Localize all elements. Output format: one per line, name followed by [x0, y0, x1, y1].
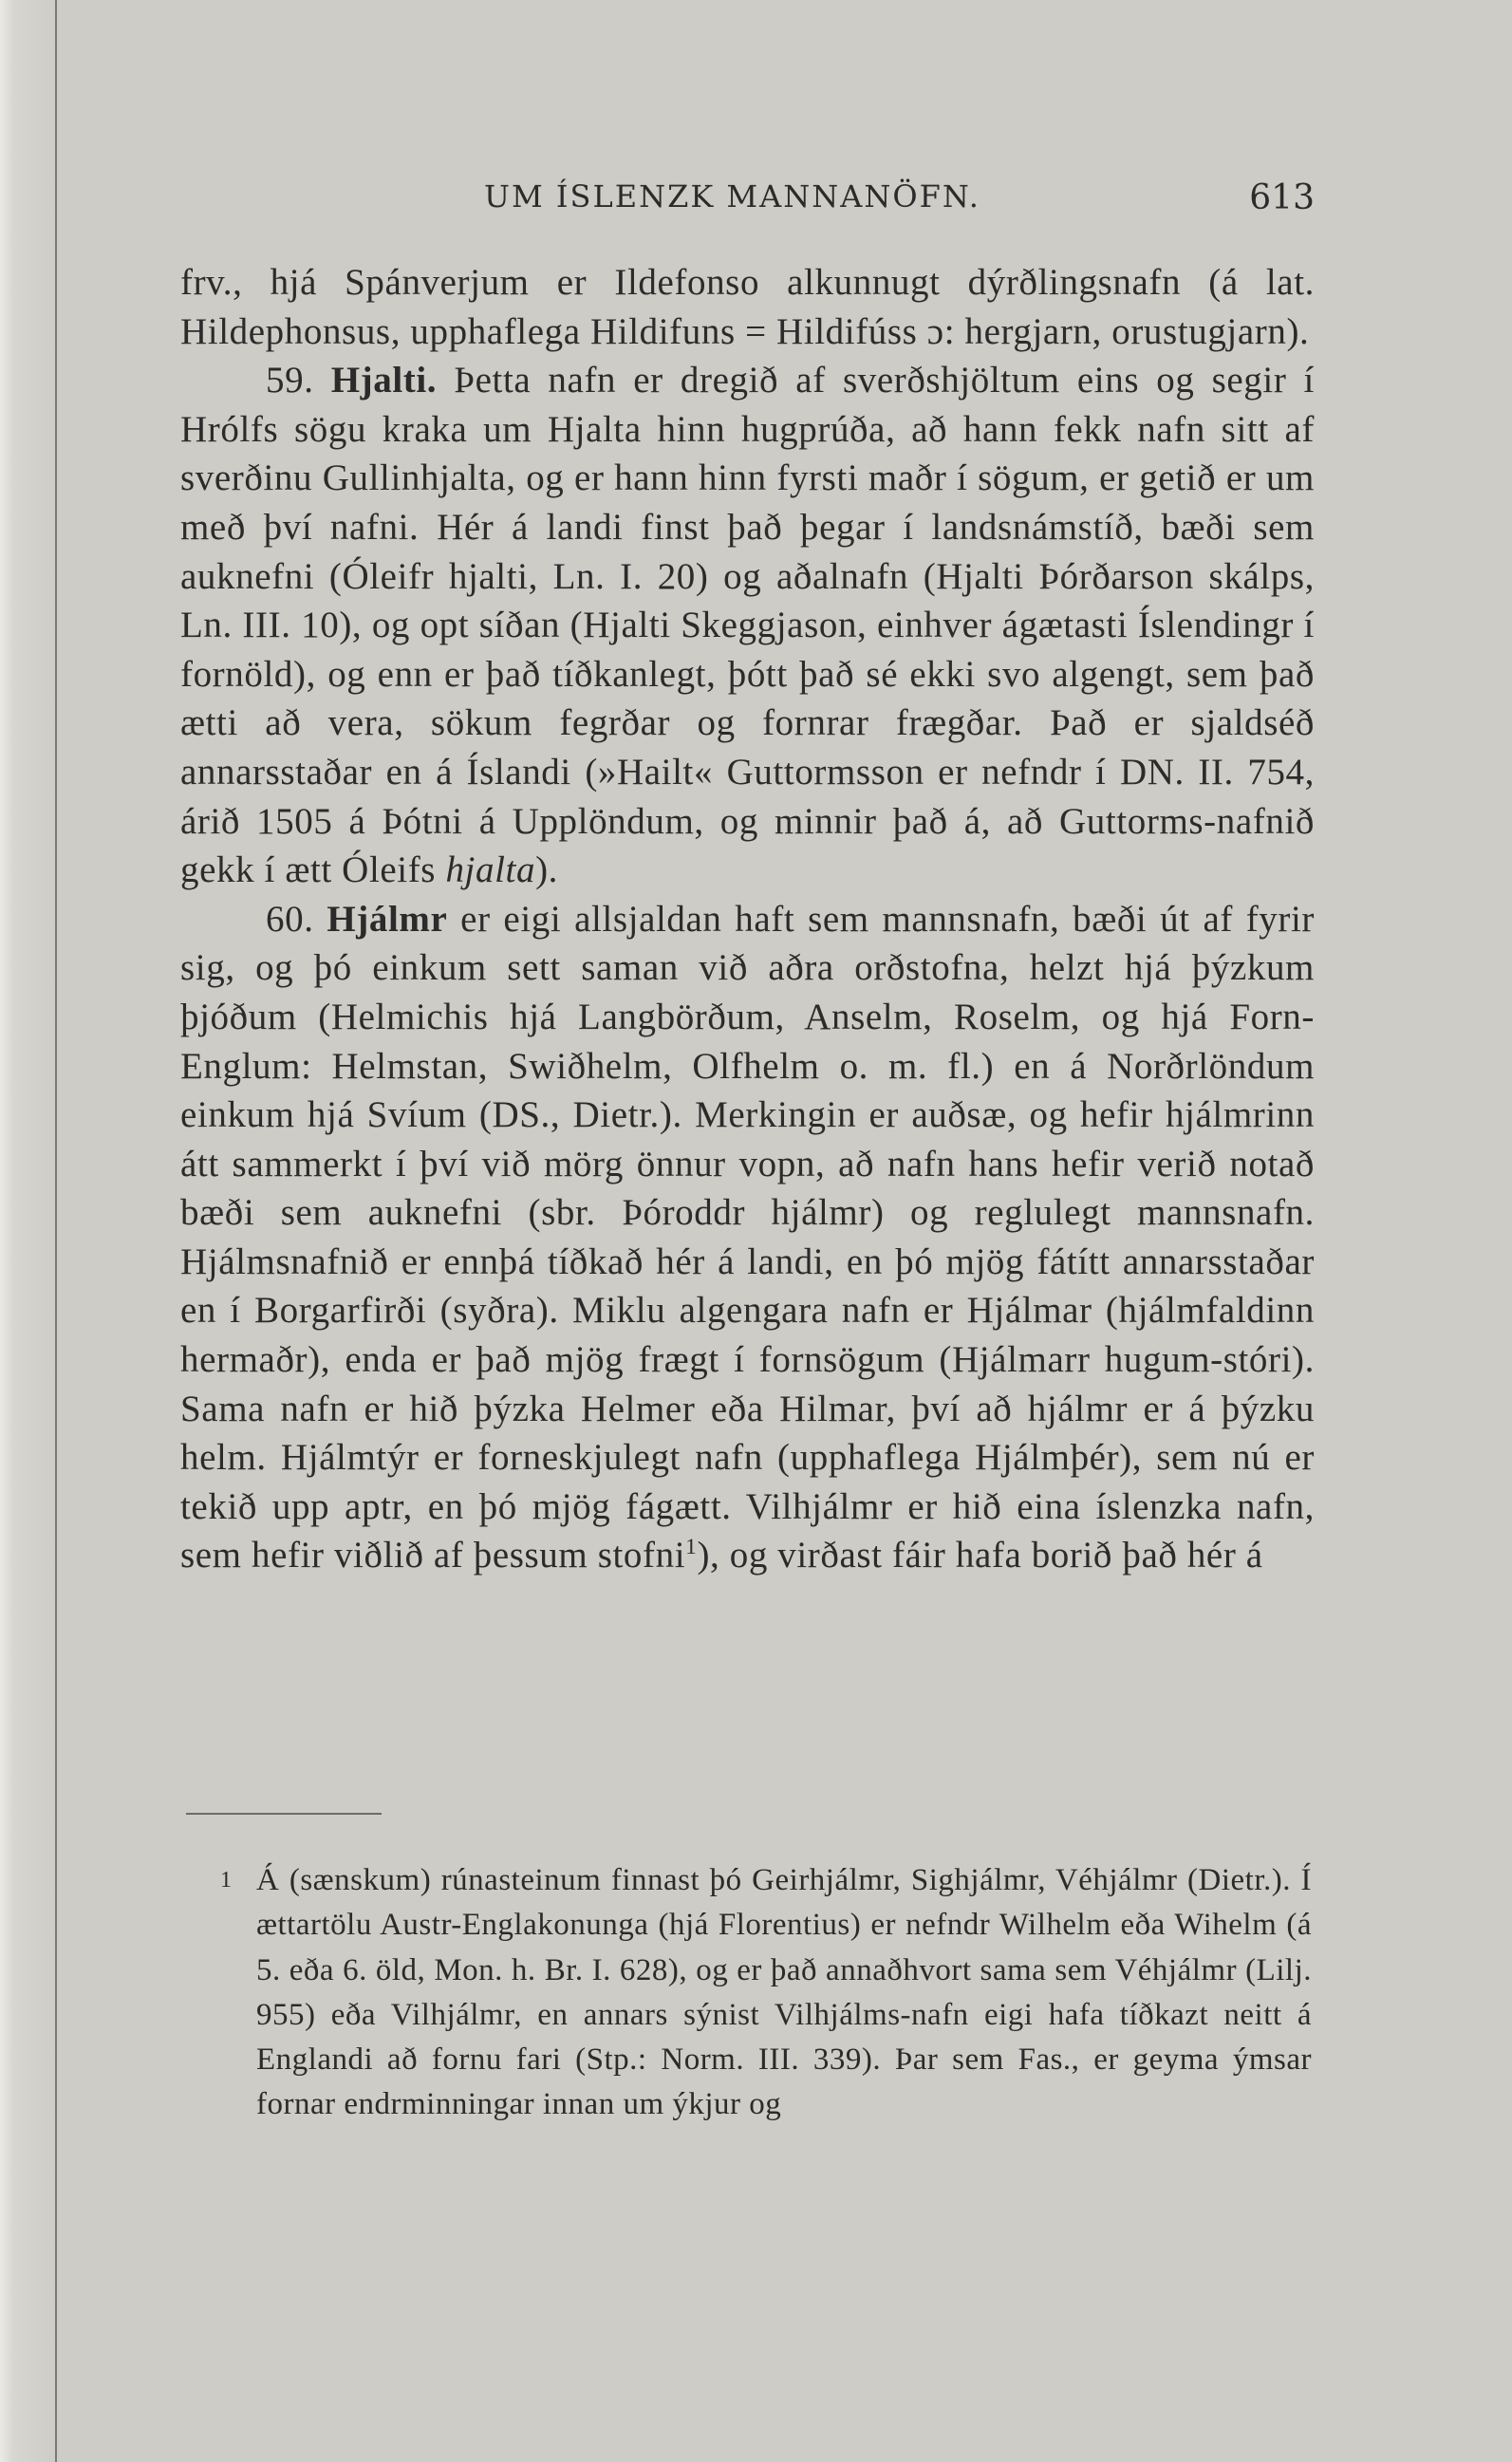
- entry-heading-hjalti: Hjalti.: [330, 360, 438, 401]
- page-binding-edge: [0, 0, 57, 2462]
- paragraph-hjalti-end: ).: [535, 849, 558, 891]
- footnote-divider: [186, 1813, 382, 1815]
- page-binding-line: [55, 0, 57, 2462]
- paragraph-ildefonso: [180, 258, 1315, 356]
- paragraph-hjalmr-text: er eigi allsjaldan haft sem mannsnafn, bæði út af fyrir sig, og þó einkum sett saman við aðra orðstofna, helzt hjá þýzkum þjóðum (Helmichis hjá Langbörðum, Anselm, Roselm, og hjá Forn-Englum: Helmstan, Swiðhelm, Olfhelm o. m. fl.) en á Norðrlöndum einkum hjá Svíum (DS., Dietr.). Merkingin er auðsæ, og hefir hjálmrinn átt sammerkt í því við mörg önnur vopn, að nafn hans hefir verið notað bæði sem auknefni (sbr. Þóroddr hjálmr) og reglulegt mannsnafn. Hjálmsnafnið er ennþá tíðkað hér á landi, en þó mjög fátítt annarsstaðar en í Borgarfirði (syðra). Miklu algengara nafn er Hjálmar (hjálmfaldinn hermaðr), enda er það mjög frægt í fornsögum (Hjálmarr hugum-stóri). Sama nafn er hið þýzka Helmer eða Hilmar, því að hjálmr er á þýzku helm. Hjálmtýr er forneskjulegt nafn (upphaflega Hjálmþér), sem nú er tekið upp aptr, en þó mjög fágætt. Vilhjálmr er hið eina íslenzka nafn, sem hefir viðlið af þessum stofni: [180, 898, 1315, 1576]
- paragraph-hjalmr: [180, 895, 1315, 1580]
- footnote-marker: 1: [220, 1868, 233, 1893]
- paragraph-hjalti-text: Þetta nafn er dregið af sverðshjöltum eins og segir í Hrólfs sögu kraka um Hjalta hinn hugprúða, að hann fekk nafn sitt af sverðinu Gullinhjalta, og er hann hinn fyrsti maðr í sögum, er getið er um með því nafni. Hér á landi finst það þegar í landsnámstíð, bæði sem auknefni (Óleifr hjalti, Ln. I. 20) og aðalnafn (Hjalti Þórðarson skálps, Ln. III. 10), og opt síðan (Hjalti Skeggjason, einhver ágætasti Íslendingr í fornöld), og enn er það tíðkanlegt, þótt það sé ekki svo algengt, sem það ætti að vera, sökum fegrðar og fornrar frægðar. Það er sjaldséð annarsstaðar en á Íslandi (»Hailt« Guttormsson er nefndr í DN. II. 754, árið 1505 á Þótni á Upplöndum, og minnir það á, að Guttorms-nafnið gekk í ætt Óleifs: [180, 360, 1315, 891]
- running-head: [180, 178, 1315, 226]
- paragraph-ildefonso-text: frv., hjá Spánverjum er Ildefonso alkunnugt dýrðlingsnafn (á lat. Hildephonsus, upphaflega Hildifuns = Hildifúss ɔ: hergjarn, orustugjarn).: [180, 262, 1315, 352]
- paragraph-hjalmr-end: ), og virðast fáir hafa borið það hér á: [697, 1535, 1263, 1576]
- running-title: UM ÍSLENZK MANNANÖFN.: [484, 178, 980, 214]
- footnotes: [220, 1858, 1312, 2128]
- footnote-text: Á (sænskum) rúnasteinum finnast þó Geirhjálmr, Sighjálmr, Véhjálmr (Dietr.). Í ættartölu Austr-Englakonunga (hjá Florentius) er nefndr Wilhelm eða Wihelm (á 5. eða 6. öld, Mon. h. Br. I. 628), og er það annaðhvort sama sem Véhjálmr (Lilj. 955) eða Vilhjálmr, en annars sýnist Vilhjálms-nafn eigi hafa tíðkazt neitt á Englandi að fornu fari (Stp.: Norm. III. 339). Þar sem Fas., er geyma ýmsar fornar endrminningar innan um ýkjur og: [256, 1863, 1312, 2122]
- entry-heading-hjalmr: Hjálmr: [327, 898, 448, 940]
- italic-hjalta: hjalta: [445, 849, 536, 891]
- entry-number-60: 60.: [266, 898, 314, 940]
- entry-number-59: 59.: [266, 360, 314, 401]
- footnote-reference[interactable]: 1: [685, 1535, 698, 1560]
- page-number: 613: [1249, 178, 1315, 217]
- footnote-1: [220, 1858, 1312, 2128]
- paragraph-hjalti: [180, 356, 1315, 895]
- body-text: [180, 258, 1315, 1580]
